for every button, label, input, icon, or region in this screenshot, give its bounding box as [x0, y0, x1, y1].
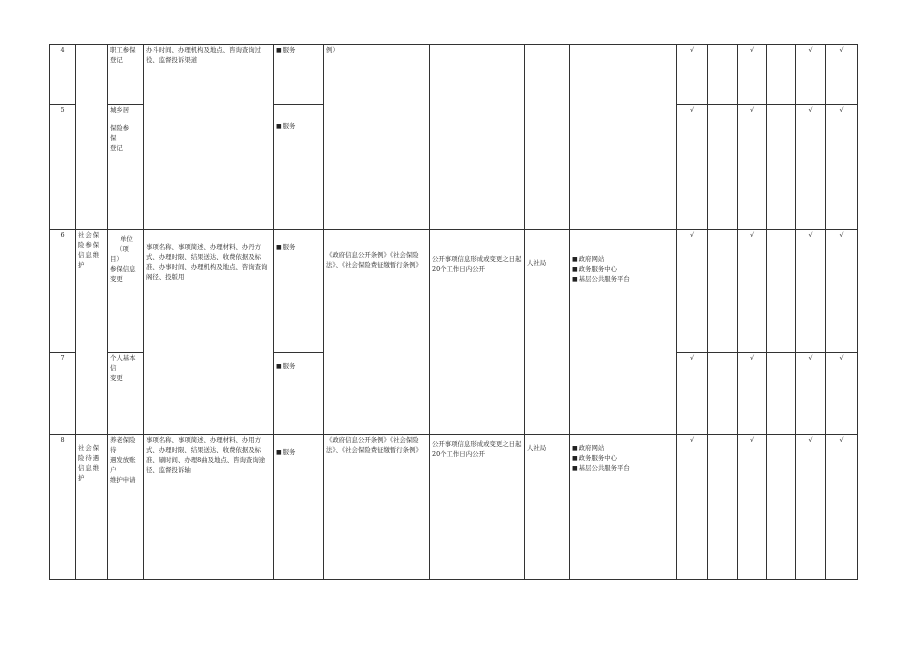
table-row: [50, 230, 858, 353]
item-name: 职工参保登记: [108, 45, 144, 105]
timeframe-empty: [430, 45, 525, 230]
check-mark: [708, 105, 738, 230]
legal-basis: 《政府信息公开条例》《社会保险法》、《社会保险费征缴暂行条例》: [324, 435, 430, 580]
check-mark: [767, 230, 796, 353]
row-number: 8: [50, 435, 76, 580]
check-mark: [767, 435, 796, 580]
item-name: 城乡居 保险参 保 登记: [108, 105, 144, 230]
subject-empty: [525, 45, 570, 230]
square-bullet-icon: [572, 275, 579, 283]
square-bullet-icon: [572, 265, 579, 273]
table-row: [50, 45, 858, 105]
check-mark: √: [677, 353, 708, 435]
row-number: 6: [50, 230, 76, 353]
category-name: 社会保险待遇信息维护: [76, 435, 108, 580]
check-mark: [708, 45, 738, 105]
square-bullet-icon: [572, 464, 579, 472]
legal-basis: 《政府信息公开条例》《社会保险法》、《社会保险费征缴暂行条例》: [324, 230, 430, 435]
check-mark: √: [677, 45, 708, 105]
check-mark: [767, 105, 796, 230]
disclosure-channels: ■ 政府网站 ■ 政务服务中心 ■ 基层公共服务平台: [570, 435, 677, 580]
disclosure-subject: 人社局: [525, 435, 570, 580]
check-mark: [708, 435, 738, 580]
check-mark: [767, 353, 796, 435]
row-number: 4: [50, 45, 76, 105]
disclosure-channels: ■ 政府网站 ■ 政务服务中心 ■ 基层公共服务平台: [570, 230, 677, 435]
check-mark: √: [796, 353, 826, 435]
disclosure-timeframe: 公开事项信息形成或变更之日起20个工作日内公开: [430, 230, 525, 435]
check-mark: √: [796, 435, 826, 580]
row-number: 7: [50, 353, 76, 435]
check-mark: √: [677, 230, 708, 353]
row-number: 5: [50, 105, 76, 230]
category-cell-empty: [76, 45, 108, 230]
disclosure-content: 办斗时间、办理机构及地点、咨询查询过役、监督投诉渠道: [144, 45, 274, 230]
check-mark: √: [796, 230, 826, 353]
disclosure-scope: ■ 服务: [274, 105, 324, 230]
check-mark: √: [738, 353, 767, 435]
square-bullet-icon: [572, 444, 579, 452]
channels-empty: [570, 45, 677, 230]
check-mark: √: [826, 45, 858, 105]
disclosure-scope: ■ 服务: [274, 45, 324, 105]
table-row: [50, 435, 858, 580]
check-mark: [708, 230, 738, 353]
category-name: 社会保险参保信息维护: [76, 230, 108, 435]
disclosure-scope: ■ 服务: [274, 435, 324, 580]
check-mark: √: [738, 45, 767, 105]
check-mark: √: [677, 435, 708, 580]
check-mark: √: [796, 45, 826, 105]
disclosure-content: 事项名称、事项简述、办理材料、办用方式、办理时限、结果送达、收费依据及标准、刷时间、办理8曲及地点、咨询查询途径、监督投诉轴: [144, 435, 274, 580]
check-mark: √: [796, 105, 826, 230]
item-name: 单位 （项目） 参保信息变更: [108, 230, 144, 353]
square-bullet-icon: [276, 243, 283, 251]
check-mark: √: [826, 230, 858, 353]
check-mark: √: [738, 230, 767, 353]
disclosure-timeframe: 公开事项信息形成或变更之日起20个工作日内公开: [430, 435, 525, 580]
check-mark: √: [826, 105, 858, 230]
disclosure-scope: ■ 服务: [274, 353, 324, 435]
check-mark: [708, 353, 738, 435]
square-bullet-icon: [572, 255, 579, 263]
disclosure-subject: 人社局: [525, 230, 570, 435]
check-mark: √: [826, 435, 858, 580]
legal-basis: 例）: [324, 45, 430, 230]
square-bullet-icon: [276, 362, 283, 370]
item-name: 养老保险待 遇发放账户 维护申请: [108, 435, 144, 580]
check-mark: [767, 45, 796, 105]
check-mark: √: [738, 435, 767, 580]
check-mark: √: [677, 105, 708, 230]
square-bullet-icon: [276, 448, 283, 456]
item-name: 个人基本信 变更: [108, 353, 144, 435]
check-mark: √: [826, 353, 858, 435]
square-bullet-icon: [276, 122, 283, 130]
check-mark: √: [738, 105, 767, 230]
disclosure-scope: ■ 服务: [274, 230, 324, 353]
disclosure-table: [49, 44, 858, 580]
square-bullet-icon: [276, 46, 283, 54]
square-bullet-icon: [572, 454, 579, 462]
disclosure-content: 事项名称、事项简述、办理材料、办丹方式、办理时限、结果送达、收费依据及标准、办事时间、办理机构及地点、咨询查询阁径、投版用: [144, 230, 274, 435]
